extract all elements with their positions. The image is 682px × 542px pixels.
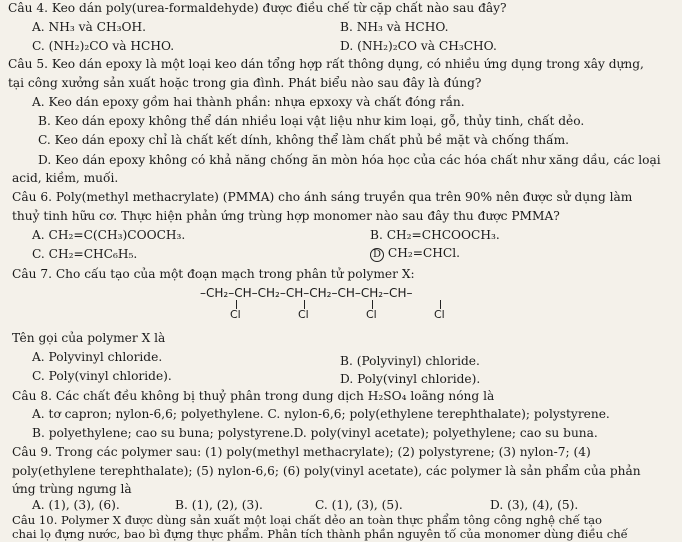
q5-stem-line2: tại công xưởng sản xuất hoặc trong gia đình. Phát biểu nào sau đây là đúng?	[8, 76, 482, 90]
q5-option-b: B. Keo dán epoxy không thể dán nhiều loại vật liệu như kim loại, gỗ, thủy tinh, chất dẻo.	[38, 114, 585, 128]
q4-option-a: A. NH₃ và CH₃OH.	[32, 20, 146, 34]
q9-stem-line2: poly(ethylene terephthalate); (5) nylon-6,6; (6) poly(vinyl acetate), các polymer là sản phẩm của phản	[12, 464, 641, 478]
q7-stem: Câu 7. Cho cấu tạo của một đoạn mạch trong phân tử polymer X:	[12, 267, 415, 281]
chlorine-substituent: Cl	[434, 308, 445, 321]
q9-stem-line1: Câu 9. Trong các polymer sau: (1) poly(methyl methacrylate); (2) polystyrene; (3) nylon-7; (4)	[12, 445, 591, 459]
q5-option-c: C. Keo dán epoxy chỉ là chất kết dính, không thể làm chất phủ bề mặt và chống thấm.	[38, 133, 570, 147]
q4-option-b: B. NH₃ và HCHO.	[340, 20, 449, 34]
q9-option-a: A. (1), (3), (6).	[32, 498, 120, 512]
q8-stem: Câu 8. Các chất đều không bị thuỷ phân trong dung dịch H₂SO₄ loãng nóng là	[12, 389, 495, 403]
q5-option-d-line1: D. Keo dán epoxy không có khả năng chống ăn mòn hóa học của các hóa chất như xăng dầu, các loại	[38, 153, 661, 167]
q9-stem-line3: ứng trùng ngưng là	[12, 482, 132, 496]
q5-option-d-line2: acid, kiềm, muối.	[12, 171, 119, 185]
q7-option-b: B. (Polyvinyl) chloride.	[340, 354, 480, 368]
q6-stem-line2: thuỷ tinh hữu cơ. Thực hiện phản ứng trùng hợp monomer nào sau đây thu được PMMA?	[12, 209, 560, 223]
polymer-chain-formula: –CH₂–CH–CH₂–CH–CH₂–CH–CH₂–CH–	[200, 286, 413, 300]
q10-stem-line2: chai lọ đựng nước, bao bì đựng thực phẩm. Phân tích thành phần nguyên tố của monomer dùng điều chế	[12, 527, 628, 541]
q7-option-a: A. Polyvinyl chloride.	[32, 350, 163, 364]
q6-option-c: C. CH₂=CHC₆H₅.	[32, 247, 138, 261]
q6-stem-line1: Câu 6. Poly(methyl methacrylate) (PMMA) cho ánh sáng truyền qua trên 90% nên được sử dụng làm	[12, 190, 633, 204]
chlorine-substituent: Cl	[230, 308, 241, 321]
q8-option-a-c: A. tơ capron; nylon-6,6; polyethylene. C. nylon-6,6; poly(ethylene terephthalate); polystyrene.	[32, 407, 610, 421]
q7-option-c: C. Poly(vinyl chloride).	[32, 369, 172, 383]
q6-option-a: A. CH₂=C(CH₃)COOCH₃.	[32, 228, 186, 242]
circled-answer-mark: D	[370, 248, 384, 262]
q9-option-c: C. (1), (3), (5).	[315, 498, 403, 512]
chlorine-substituent: Cl	[298, 308, 309, 321]
q6-option-d	[370, 247, 460, 262]
q4-option-d: D. (NH₂)₂CO và CH₃CHO.	[340, 39, 497, 53]
q4-stem: Câu 4. Keo dán poly(urea-formaldehyde) được điều chế từ cặp chất nào sau đây?	[8, 1, 507, 15]
q6-option-b: B. CH₂=CHCOOCH₃.	[370, 228, 500, 242]
chlorine-substituent: Cl	[366, 308, 377, 321]
q8-option-b-d: B. polyethylene; cao su buna; polystyrene.D. poly(vinyl acetate); polyethylene; cao su buna.	[32, 426, 598, 440]
q6-option-d-text: CH₂=CHCl.	[387, 246, 460, 260]
q9-option-d: D. (3), (4), (5).	[490, 498, 579, 512]
q4-option-c: C. (NH₂)₂CO và HCHO.	[32, 39, 175, 53]
q7-option-d: D. Poly(vinyl chloride).	[340, 372, 481, 386]
q7-ask: Tên gọi của polymer X là	[12, 331, 166, 345]
q5-stem-line1: Câu 5. Keo dán epoxy là một loại keo dán tổng hợp rất thông dụng, có nhiều ứng dụng trong xây dựng,	[8, 57, 644, 71]
q9-option-b: B. (1), (2), (3).	[175, 498, 263, 512]
q10-stem-line1: Câu 10. Polymer X được dùng sản xuất một loại chất dẻo an toàn thực phẩm tông công nghệ chế tạo	[12, 513, 602, 527]
q5-option-a: A. Keo dán epoxy gồm hai thành phần: nhựa epxoxy và chất đóng rắn.	[32, 95, 465, 109]
